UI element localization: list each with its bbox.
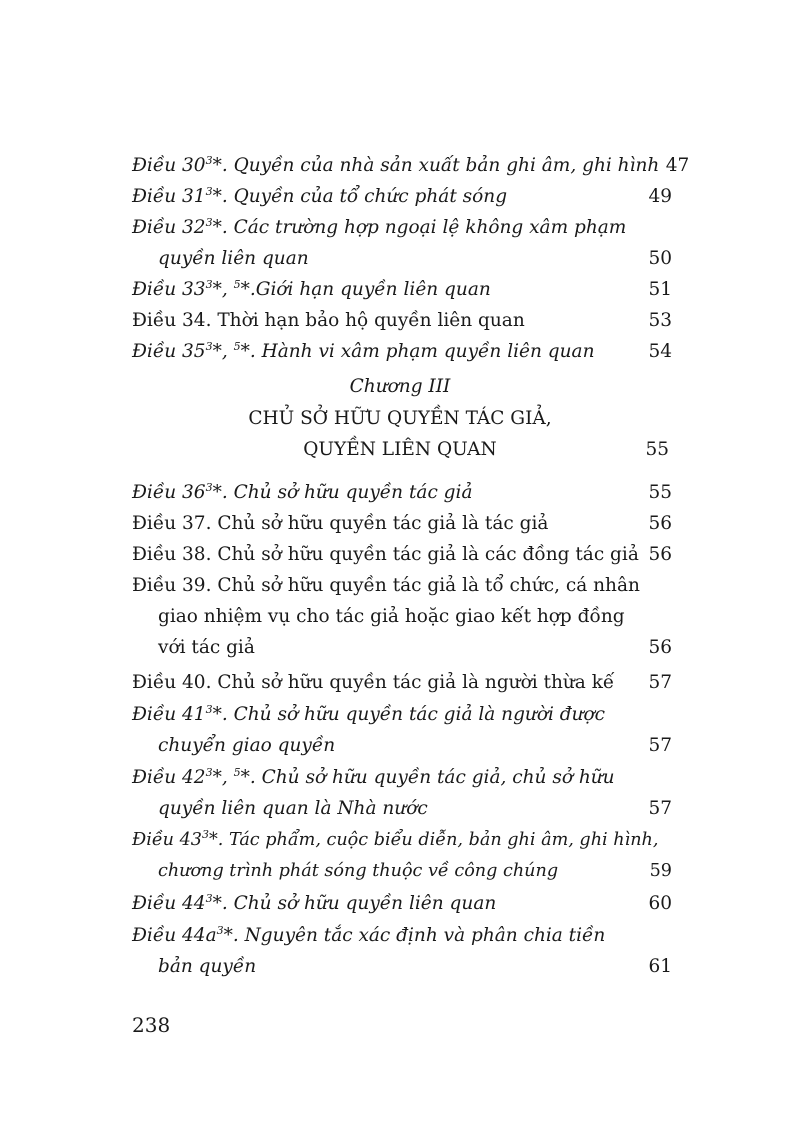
toc-entry-31 [132,181,672,212]
entry-title: Điều 40. Chủ sở hữu quyền tác giả là người thừa kế [132,672,615,693]
entry-page-number: 47 [665,155,690,176]
entry-page-number: 56 [648,637,672,658]
entry-title-continued: chuyển giao quyền [158,735,336,756]
entry-page-number: 54 [648,341,672,362]
toc-entry-33 [132,274,672,305]
entry-page-number: 59 [649,861,672,881]
entry-page-number: 49 [648,186,672,207]
toc-entry-41 [132,699,672,761]
chapter-number: Chương III [349,376,451,397]
toc-entry-35 [132,336,672,367]
entry-page-number: 56 [648,513,672,534]
toc-entry-38 [132,539,672,570]
toc-entry-32 [132,212,672,274]
entry-title: Điều 38. Chủ sở hữu quyền tác giả là các đồng tác giả [132,544,639,565]
chapter-title-line1: CHỦ SỞ HỮU QUYỀN TÁC GIẢ, [248,408,552,429]
toc-entry-44 [132,888,672,919]
entry-page-number: 57 [648,798,672,819]
toc-entry-43 [132,825,672,887]
entry-page-number: 50 [648,248,672,269]
toc-entry-36 [132,477,672,508]
entry-page-number: 60 [648,893,672,914]
toc-entry-39 [132,570,672,663]
entry-title-continued: giao nhiệm vụ cho tác giả hoặc giao kết hợp đồng [158,606,625,627]
entry-title-continued: quyền liên quan là Nhà nước [158,798,428,819]
entry-title: Điều $41^3*$. Chủ sở hữu quyền tác giả là người được [132,703,606,725]
toc-entry-30 [132,150,690,181]
chapter-title-line2: QUYỀN LIÊN QUAN [303,439,497,460]
entry-title: Điều $44^3*$. Chủ sở hữu quyền liên quan [132,892,497,914]
toc-entry-37 [132,508,672,539]
entry-title: Điều $42^3*$, $^5$*. Chủ sở hữu quyền tác giả, chủ sở hữu [132,766,615,788]
entry-page-number: 53 [648,310,672,331]
entry-title: Điều 39. Chủ sở hữu quyền tác giả là tổ chức, cá nhân [132,575,640,596]
entry-title: Điều 34. Thời hạn bảo hộ quyền liên quan [132,310,525,331]
toc-entry-40 [132,667,672,698]
chapter-page-number: 55 [645,439,669,460]
toc-entry-34 [132,305,672,336]
entry-title: Điều $32^3*$. Các trường hợp ngoại lệ không xâm phạm [132,216,627,238]
entry-page-number: 61 [648,956,672,977]
entry-title: Điều $33^3*$, $^5$*.Giới hạn quyền liên quan [132,278,491,300]
entry-page-number: 57 [648,672,672,693]
entry-title: Điều $35^3*$, $^5$*. Hành vi xâm phạm quyền liên quan [132,340,595,362]
entry-page-number: 57 [648,735,672,756]
entry-title: Điều $43^3*$. Tác phẩm, cuộc biểu diễn, bản ghi âm, ghi hình, [132,828,659,850]
entry-page-number: 56 [648,544,672,565]
entry-title: Điều $44a^3*$. Nguyên tắc xác định và phân chia tiền [132,924,606,946]
entry-title-continued: bản quyền [158,956,257,977]
entry-title: Điều 37. Chủ sở hữu quyền tác giả là tác giả [132,513,549,534]
toc-entry-42 [132,762,672,824]
entry-page-number: 51 [648,279,672,300]
entry-title: Điều $30^3*$. Quyền của nhà sản xuất bản ghi âm, ghi hình [132,154,660,176]
entry-page-number: 55 [648,482,672,503]
page-number: 238 [132,1013,171,1037]
entry-title-continued: với tác giả [158,637,255,658]
entry-title-continued: chương trình phát sóng thuộc về công chúng [158,861,559,881]
entry-title: Điều $31^3*$. Quyền của tổ chức phát sóng [132,185,508,207]
entry-title-continued: quyền liên quan [158,248,309,269]
entry-title: Điều $36^3*$. Chủ sở hữu quyền tác giả [132,481,473,503]
toc-entry-44a [132,920,672,982]
